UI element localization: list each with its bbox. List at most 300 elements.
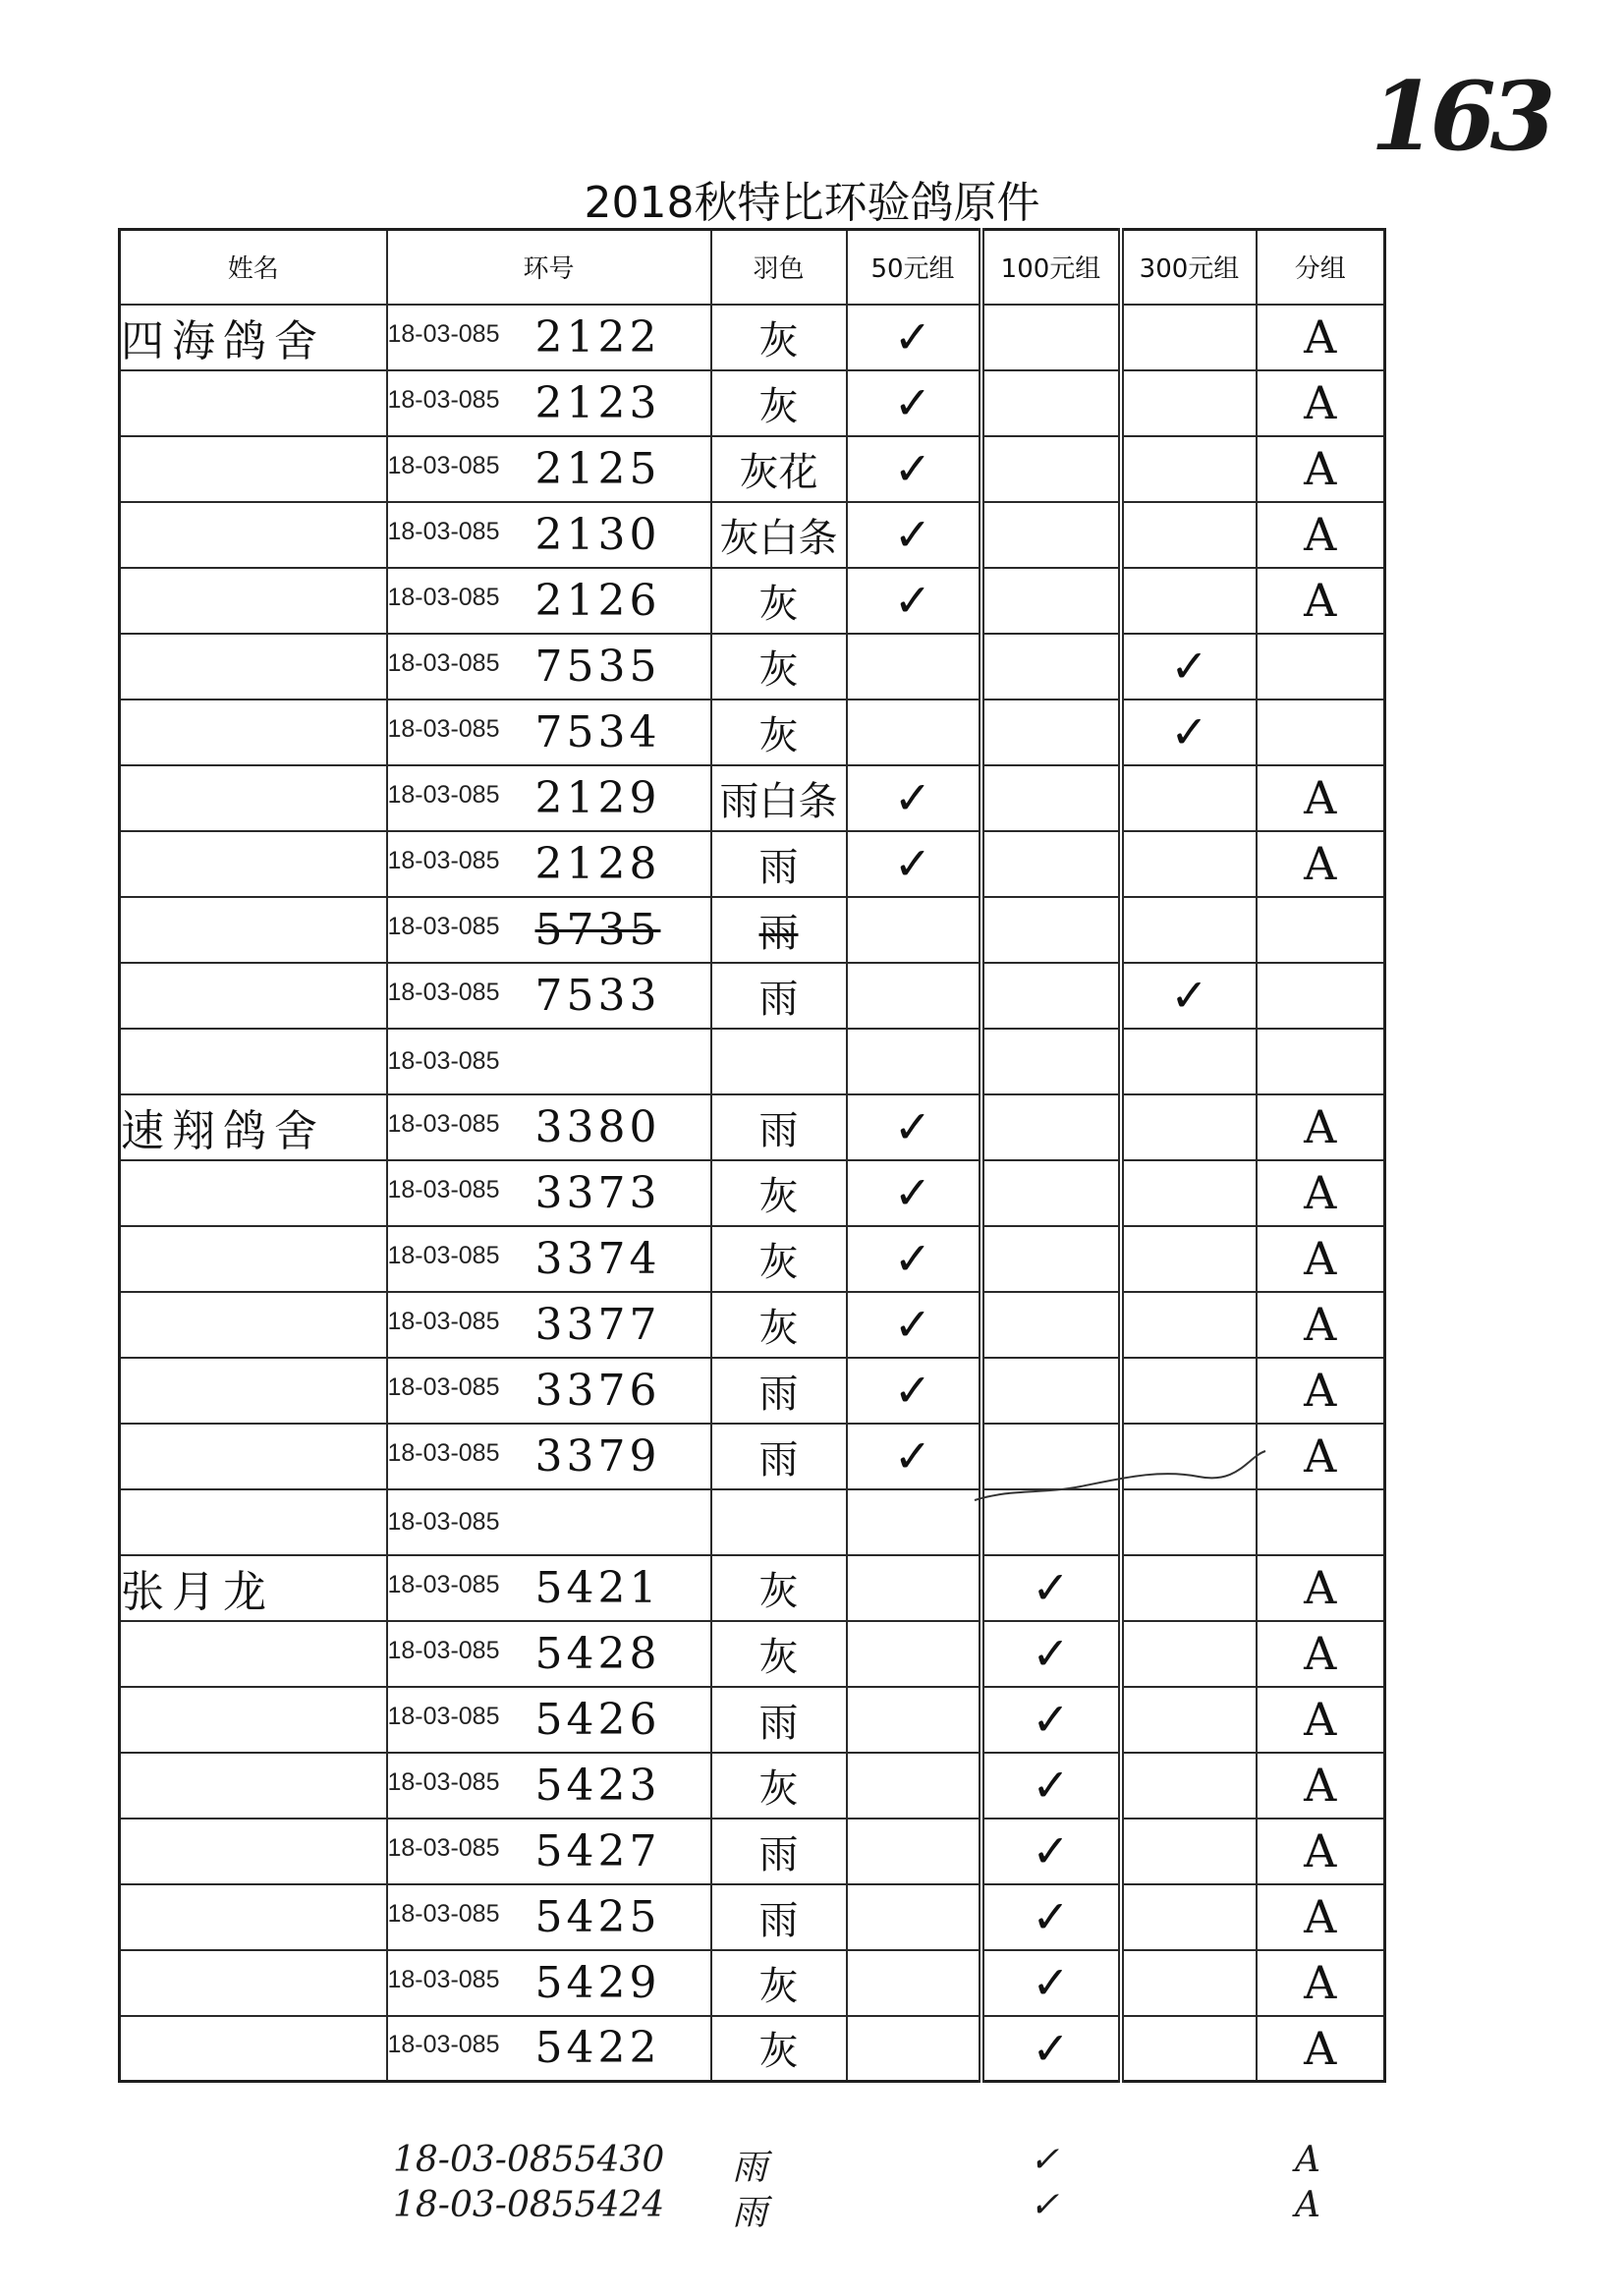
group-300-mark — [1121, 1884, 1257, 1950]
ring-prefix: 18-03-085 — [387, 385, 500, 414]
ring-prefix: 18-03-085 — [387, 1965, 500, 1993]
ring-number: 5735 — [534, 904, 661, 955]
group-100-mark — [981, 634, 1121, 700]
extra-100-mark: ✓ — [1030, 2140, 1060, 2180]
feather-color: 灰 — [758, 646, 799, 693]
owner-name — [120, 1884, 387, 1950]
owner-name — [120, 568, 387, 634]
extra-ring: 18-03-0855430 — [393, 2140, 665, 2180]
feather-color-cell — [711, 1819, 847, 1884]
group-50-mark: ✓ — [847, 765, 981, 831]
ring-number-cell — [387, 831, 711, 897]
ring-prefix: 18-03-085 — [387, 1767, 500, 1796]
ring-prefix: 18-03-085 — [387, 1241, 500, 1269]
ring-prefix: 18-03-085 — [387, 780, 500, 809]
group-100-mark: ✓ — [981, 1884, 1121, 1950]
feather-color-cell — [711, 568, 847, 634]
ring-prefix: 18-03-085 — [387, 846, 500, 874]
feather-color-cell — [711, 700, 847, 765]
ring-number-cell — [387, 963, 711, 1029]
feather-color: 雨 — [758, 1436, 799, 1483]
table-row — [120, 1555, 1385, 1621]
feather-color: 灰花 — [739, 449, 818, 495]
feather-color-cell — [711, 370, 847, 436]
feather-color: 雨 — [758, 1107, 799, 1153]
group-300-mark — [1121, 370, 1257, 436]
ring-number-cell — [387, 1226, 711, 1292]
table-row — [120, 370, 1385, 436]
feather-color-cell — [711, 831, 847, 897]
ring-number-cell — [387, 1950, 711, 2016]
group-letter: A — [1257, 1884, 1385, 1950]
group-50-mark — [847, 897, 981, 963]
ring-number: 5428 — [534, 1628, 661, 1679]
ring-number-cell — [387, 436, 711, 502]
feather-color: 灰 — [758, 712, 799, 758]
group-300-mark — [1121, 1094, 1257, 1160]
table-row — [120, 1094, 1385, 1160]
group-letter: A — [1257, 1555, 1385, 1621]
table-row — [120, 1950, 1385, 2016]
feather-color-cell — [711, 436, 847, 502]
owner-name — [120, 1358, 387, 1424]
table-row — [120, 1292, 1385, 1358]
ring-number-cell — [387, 305, 711, 370]
group-300-mark — [1121, 568, 1257, 634]
feather-color: 雨 — [758, 1371, 799, 1417]
owner-name — [120, 963, 387, 1029]
group-50-mark — [847, 1884, 981, 1950]
ring-number: 3377 — [534, 1299, 661, 1350]
feather-color-cell — [711, 1226, 847, 1292]
feather-color: 灰 — [758, 383, 799, 429]
group-100-mark — [981, 765, 1121, 831]
header-group: 分组 — [1257, 230, 1385, 305]
ring-number: 3379 — [534, 1430, 661, 1482]
feather-color-cell — [711, 1950, 847, 2016]
group-50-mark: ✓ — [847, 502, 981, 568]
feather-color: 雨白条 — [719, 778, 838, 824]
feather-color: 灰 — [758, 1173, 799, 1219]
ring-number-cell — [387, 1884, 711, 1950]
ring-prefix: 18-03-085 — [387, 978, 500, 1006]
group-100-mark — [981, 1226, 1121, 1292]
feather-color: 雨 — [758, 976, 799, 1022]
group-50-mark: ✓ — [847, 1226, 981, 1292]
ring-number-cell — [387, 700, 711, 765]
table-row — [120, 1160, 1385, 1226]
feather-color: 灰 — [758, 1634, 799, 1680]
ring-number: 5422 — [534, 2023, 661, 2074]
ring-prefix: 18-03-085 — [387, 1899, 500, 1928]
feather-color-cell — [711, 1687, 847, 1753]
feather-color-cell — [711, 1292, 847, 1358]
ring-prefix: 18-03-085 — [387, 517, 500, 545]
table-row — [120, 1226, 1385, 1292]
feather-color-cell — [711, 1094, 847, 1160]
extra-color: 雨 — [732, 2148, 768, 2188]
feather-color-cell — [711, 305, 847, 370]
ring-number-cell — [387, 1555, 711, 1621]
group-50-mark — [847, 2016, 981, 2082]
feather-color-cell — [711, 1753, 847, 1819]
group-50-mark — [847, 963, 981, 1029]
extra-row-2 — [393, 2185, 1320, 2233]
ring-prefix: 18-03-085 — [387, 1046, 500, 1075]
group-50-mark — [847, 1621, 981, 1687]
group-50-mark: ✓ — [847, 1094, 981, 1160]
feather-color-cell — [711, 1621, 847, 1687]
ring-number-cell — [387, 568, 711, 634]
group-100-mark: ✓ — [981, 1819, 1121, 1884]
feather-color: 灰 — [758, 1963, 799, 2009]
ring-prefix: 18-03-085 — [387, 912, 500, 940]
ring-number-cell — [387, 1424, 711, 1489]
group-100-mark — [981, 1292, 1121, 1358]
feather-color-cell — [711, 1555, 847, 1621]
header-100-group: 100元组 — [981, 230, 1121, 305]
ring-number: 5423 — [534, 1760, 661, 1811]
group-letter — [1257, 700, 1385, 765]
ring-number-cell — [387, 1029, 711, 1094]
feather-color-cell — [711, 963, 847, 1029]
group-50-mark — [847, 1555, 981, 1621]
group-100-mark: ✓ — [981, 1753, 1121, 1819]
feather-color-cell — [711, 634, 847, 700]
group-300-mark — [1121, 1555, 1257, 1621]
group-100-mark: ✓ — [981, 1950, 1121, 2016]
ring-number: 2128 — [534, 838, 661, 889]
group-100-mark — [981, 963, 1121, 1029]
table-row — [120, 436, 1385, 502]
feather-color: 灰 — [758, 1305, 799, 1351]
ring-number-cell — [387, 765, 711, 831]
feather-color-cell — [711, 1489, 847, 1555]
group-50-mark: ✓ — [847, 831, 981, 897]
ring-prefix: 18-03-085 — [387, 714, 500, 743]
header-color: 羽色 — [711, 230, 847, 305]
ring-number: 2129 — [534, 772, 661, 823]
ring-prefix: 18-03-085 — [387, 1438, 500, 1467]
ring-number: 2123 — [534, 377, 661, 428]
header-300-group: 300元组 — [1121, 230, 1257, 305]
group-letter: A — [1257, 1358, 1385, 1424]
ring-prefix: 18-03-085 — [387, 2031, 500, 2059]
ring-number: 3380 — [534, 1101, 661, 1152]
group-letter: A — [1257, 1950, 1385, 2016]
group-50-mark — [847, 1489, 981, 1555]
group-100-mark — [981, 568, 1121, 634]
group-100-mark — [981, 305, 1121, 370]
feather-color-cell — [711, 1358, 847, 1424]
owner-name — [120, 502, 387, 568]
ring-number-cell — [387, 634, 711, 700]
table-row — [120, 1621, 1385, 1687]
owner-name — [120, 1226, 387, 1292]
group-300-mark: ✓ — [1121, 634, 1257, 700]
ink-scribble — [973, 1429, 1267, 1508]
ring-number-cell — [387, 1358, 711, 1424]
ring-prefix: 18-03-085 — [387, 1109, 500, 1138]
owner-name — [120, 831, 387, 897]
group-100-mark — [981, 1358, 1121, 1424]
owner-name — [120, 1029, 387, 1094]
ring-number-cell — [387, 897, 711, 963]
page-title: 2018秋特比环验鸽原件 — [584, 178, 1040, 228]
group-100-mark — [981, 1029, 1121, 1094]
table-row — [120, 831, 1385, 897]
owner-name — [120, 1753, 387, 1819]
table-row — [120, 2016, 1385, 2082]
group-50-mark: ✓ — [847, 568, 981, 634]
group-300-mark — [1121, 1950, 1257, 2016]
group-100-mark: ✓ — [981, 1555, 1121, 1621]
ring-number-cell — [387, 1094, 711, 1160]
group-letter: A — [1257, 568, 1385, 634]
group-300-mark — [1121, 1621, 1257, 1687]
group-50-mark: ✓ — [847, 436, 981, 502]
ring-number-cell — [387, 1621, 711, 1687]
ring-prefix: 18-03-085 — [387, 319, 500, 348]
ring-number-cell — [387, 1687, 711, 1753]
feather-color-cell — [711, 1424, 847, 1489]
ring-prefix: 18-03-085 — [387, 1636, 500, 1664]
group-letter: A — [1257, 831, 1385, 897]
table-row — [120, 700, 1385, 765]
table-row — [120, 634, 1385, 700]
group-letter: A — [1257, 1819, 1385, 1884]
ring-number-cell — [387, 1819, 711, 1884]
group-300-mark — [1121, 1160, 1257, 1226]
extra-color: 雨 — [732, 2193, 768, 2233]
extra-group: A — [1295, 2140, 1320, 2180]
group-300-mark — [1121, 1226, 1257, 1292]
ring-number: 5426 — [534, 1694, 661, 1745]
ring-number: 5425 — [534, 1891, 661, 1942]
feather-color: 灰 — [758, 1568, 799, 1614]
group-100-mark: ✓ — [981, 2016, 1121, 2082]
header-50-group: 50元组 — [847, 230, 981, 305]
owner-name — [120, 2016, 387, 2082]
group-300-mark — [1121, 1819, 1257, 1884]
group-100-mark — [981, 502, 1121, 568]
group-50-mark — [847, 700, 981, 765]
feather-color: 雨 — [758, 844, 799, 890]
group-100-mark — [981, 700, 1121, 765]
ring-number: 5429 — [534, 1957, 661, 2008]
group-300-mark — [1121, 1029, 1257, 1094]
feather-color: 灰 — [758, 581, 799, 627]
group-50-mark: ✓ — [847, 305, 981, 370]
feather-color: 雨 — [758, 910, 799, 956]
owner-name — [120, 370, 387, 436]
feather-color-cell — [711, 765, 847, 831]
group-300-mark — [1121, 765, 1257, 831]
table-row — [120, 1753, 1385, 1819]
group-letter: A — [1257, 1424, 1385, 1489]
group-100-mark — [981, 897, 1121, 963]
group-50-mark: ✓ — [847, 1160, 981, 1226]
group-letter: A — [1257, 2016, 1385, 2082]
group-50-mark — [847, 1819, 981, 1884]
table-row — [120, 1358, 1385, 1424]
owner-name — [120, 1160, 387, 1226]
ring-prefix: 18-03-085 — [387, 451, 500, 479]
group-letter: A — [1257, 1094, 1385, 1160]
feather-color: 灰 — [758, 1765, 799, 1812]
ring-prefix: 18-03-085 — [387, 1570, 500, 1598]
owner-name — [120, 1292, 387, 1358]
table-row — [120, 963, 1385, 1029]
group-50-mark — [847, 634, 981, 700]
group-letter: A — [1257, 436, 1385, 502]
feather-color: 雨 — [758, 1700, 799, 1746]
group-50-mark — [847, 1029, 981, 1094]
page-number: 163 — [1371, 61, 1550, 172]
ring-number-cell — [387, 1292, 711, 1358]
extra-ring: 18-03-0855424 — [393, 2185, 665, 2225]
ring-number: 3373 — [534, 1167, 661, 1218]
extra-100-mark: ✓ — [1030, 2185, 1060, 2225]
ring-number-cell — [387, 1489, 711, 1555]
table-row — [120, 1819, 1385, 1884]
group-300-mark — [1121, 1753, 1257, 1819]
table-row — [120, 1687, 1385, 1753]
ring-prefix: 18-03-085 — [387, 1833, 500, 1862]
ring-number-cell — [387, 1753, 711, 1819]
owner-name — [120, 436, 387, 502]
group-50-mark — [847, 1753, 981, 1819]
group-letter — [1257, 963, 1385, 1029]
group-letter: A — [1257, 1292, 1385, 1358]
ring-prefix: 18-03-085 — [387, 583, 500, 611]
owner-name — [120, 1621, 387, 1687]
ring-number: 2125 — [534, 443, 661, 494]
owner-name — [120, 1687, 387, 1753]
owner-name — [120, 1424, 387, 1489]
feather-color: 灰 — [758, 2029, 799, 2075]
ring-number-cell — [387, 2016, 711, 2082]
table-row — [120, 1029, 1385, 1094]
ring-number: 2130 — [534, 509, 661, 560]
header-ring: 环号 — [387, 230, 711, 305]
ring-prefix: 18-03-085 — [387, 1175, 500, 1203]
feather-color: 灰 — [758, 317, 799, 364]
ring-prefix: 18-03-085 — [387, 648, 500, 677]
feather-color: 灰白条 — [719, 515, 838, 561]
ring-number: 5427 — [534, 1825, 661, 1876]
group-50-mark — [847, 1950, 981, 2016]
group-50-mark — [847, 1687, 981, 1753]
group-letter: A — [1257, 1226, 1385, 1292]
ring-prefix: 18-03-085 — [387, 1307, 500, 1335]
group-letter: A — [1257, 1753, 1385, 1819]
group-letter — [1257, 1489, 1385, 1555]
feather-color-cell — [711, 2016, 847, 2082]
ring-number: 3374 — [534, 1233, 661, 1284]
table-header-row — [120, 230, 1385, 305]
group-letter: A — [1257, 1160, 1385, 1226]
table-row — [120, 502, 1385, 568]
group-letter: A — [1257, 370, 1385, 436]
header-name: 姓名 — [120, 230, 387, 305]
group-50-mark: ✓ — [847, 1292, 981, 1358]
extra-group: A — [1295, 2185, 1320, 2225]
feather-color-cell — [711, 897, 847, 963]
feather-color: 雨 — [758, 1897, 799, 1943]
owner-name: 四海鸽舍 — [120, 305, 387, 370]
group-100-mark — [981, 1094, 1121, 1160]
group-100-mark — [981, 1160, 1121, 1226]
ring-prefix: 18-03-085 — [387, 1702, 500, 1730]
owner-name: 速翔鸽舍 — [120, 1094, 387, 1160]
ring-number-cell — [387, 370, 711, 436]
group-300-mark — [1121, 1292, 1257, 1358]
group-letter: A — [1257, 1687, 1385, 1753]
group-300-mark — [1121, 2016, 1257, 2082]
group-100-mark: ✓ — [981, 1687, 1121, 1753]
ring-prefix: 18-03-085 — [387, 1372, 500, 1401]
group-300-mark: ✓ — [1121, 700, 1257, 765]
group-100-mark — [981, 831, 1121, 897]
table-row — [120, 568, 1385, 634]
group-letter: A — [1257, 1621, 1385, 1687]
feather-color-cell — [711, 1160, 847, 1226]
group-letter: A — [1257, 502, 1385, 568]
table-row — [120, 765, 1385, 831]
owner-name — [120, 765, 387, 831]
ring-prefix: 18-03-085 — [387, 1507, 500, 1536]
feather-color-cell — [711, 1884, 847, 1950]
extra-row-1 — [393, 2140, 1320, 2188]
table-row — [120, 305, 1385, 370]
ring-number: 7533 — [534, 970, 661, 1021]
owner-name: 张月龙 — [120, 1555, 387, 1621]
group-100-mark — [981, 436, 1121, 502]
pigeon-ring-table — [118, 228, 1383, 2129]
group-50-mark: ✓ — [847, 1424, 981, 1489]
group-300-mark — [1121, 502, 1257, 568]
ring-number: 5421 — [534, 1562, 661, 1613]
ring-number: 2122 — [534, 311, 661, 363]
owner-name — [120, 634, 387, 700]
feather-color: 灰 — [758, 1239, 799, 1285]
group-letter — [1257, 1029, 1385, 1094]
group-letter: A — [1257, 765, 1385, 831]
table-row — [120, 897, 1385, 963]
feather-color: 雨 — [758, 1831, 799, 1877]
owner-name — [120, 1819, 387, 1884]
owner-name — [120, 1950, 387, 2016]
ring-number: 7534 — [534, 706, 661, 757]
group-100-mark — [981, 370, 1121, 436]
group-300-mark — [1121, 1358, 1257, 1424]
group-letter: A — [1257, 305, 1385, 370]
ring-number-cell — [387, 1160, 711, 1226]
group-300-mark — [1121, 897, 1257, 963]
ring-number: 3376 — [534, 1365, 661, 1416]
group-50-mark: ✓ — [847, 370, 981, 436]
group-100-mark: ✓ — [981, 1621, 1121, 1687]
group-letter — [1257, 897, 1385, 963]
group-letter — [1257, 634, 1385, 700]
group-300-mark — [1121, 1687, 1257, 1753]
table-row — [120, 1884, 1385, 1950]
owner-name — [120, 700, 387, 765]
ring-number: 2126 — [534, 575, 661, 626]
ring-number-cell — [387, 502, 711, 568]
feather-color-cell — [711, 1029, 847, 1094]
